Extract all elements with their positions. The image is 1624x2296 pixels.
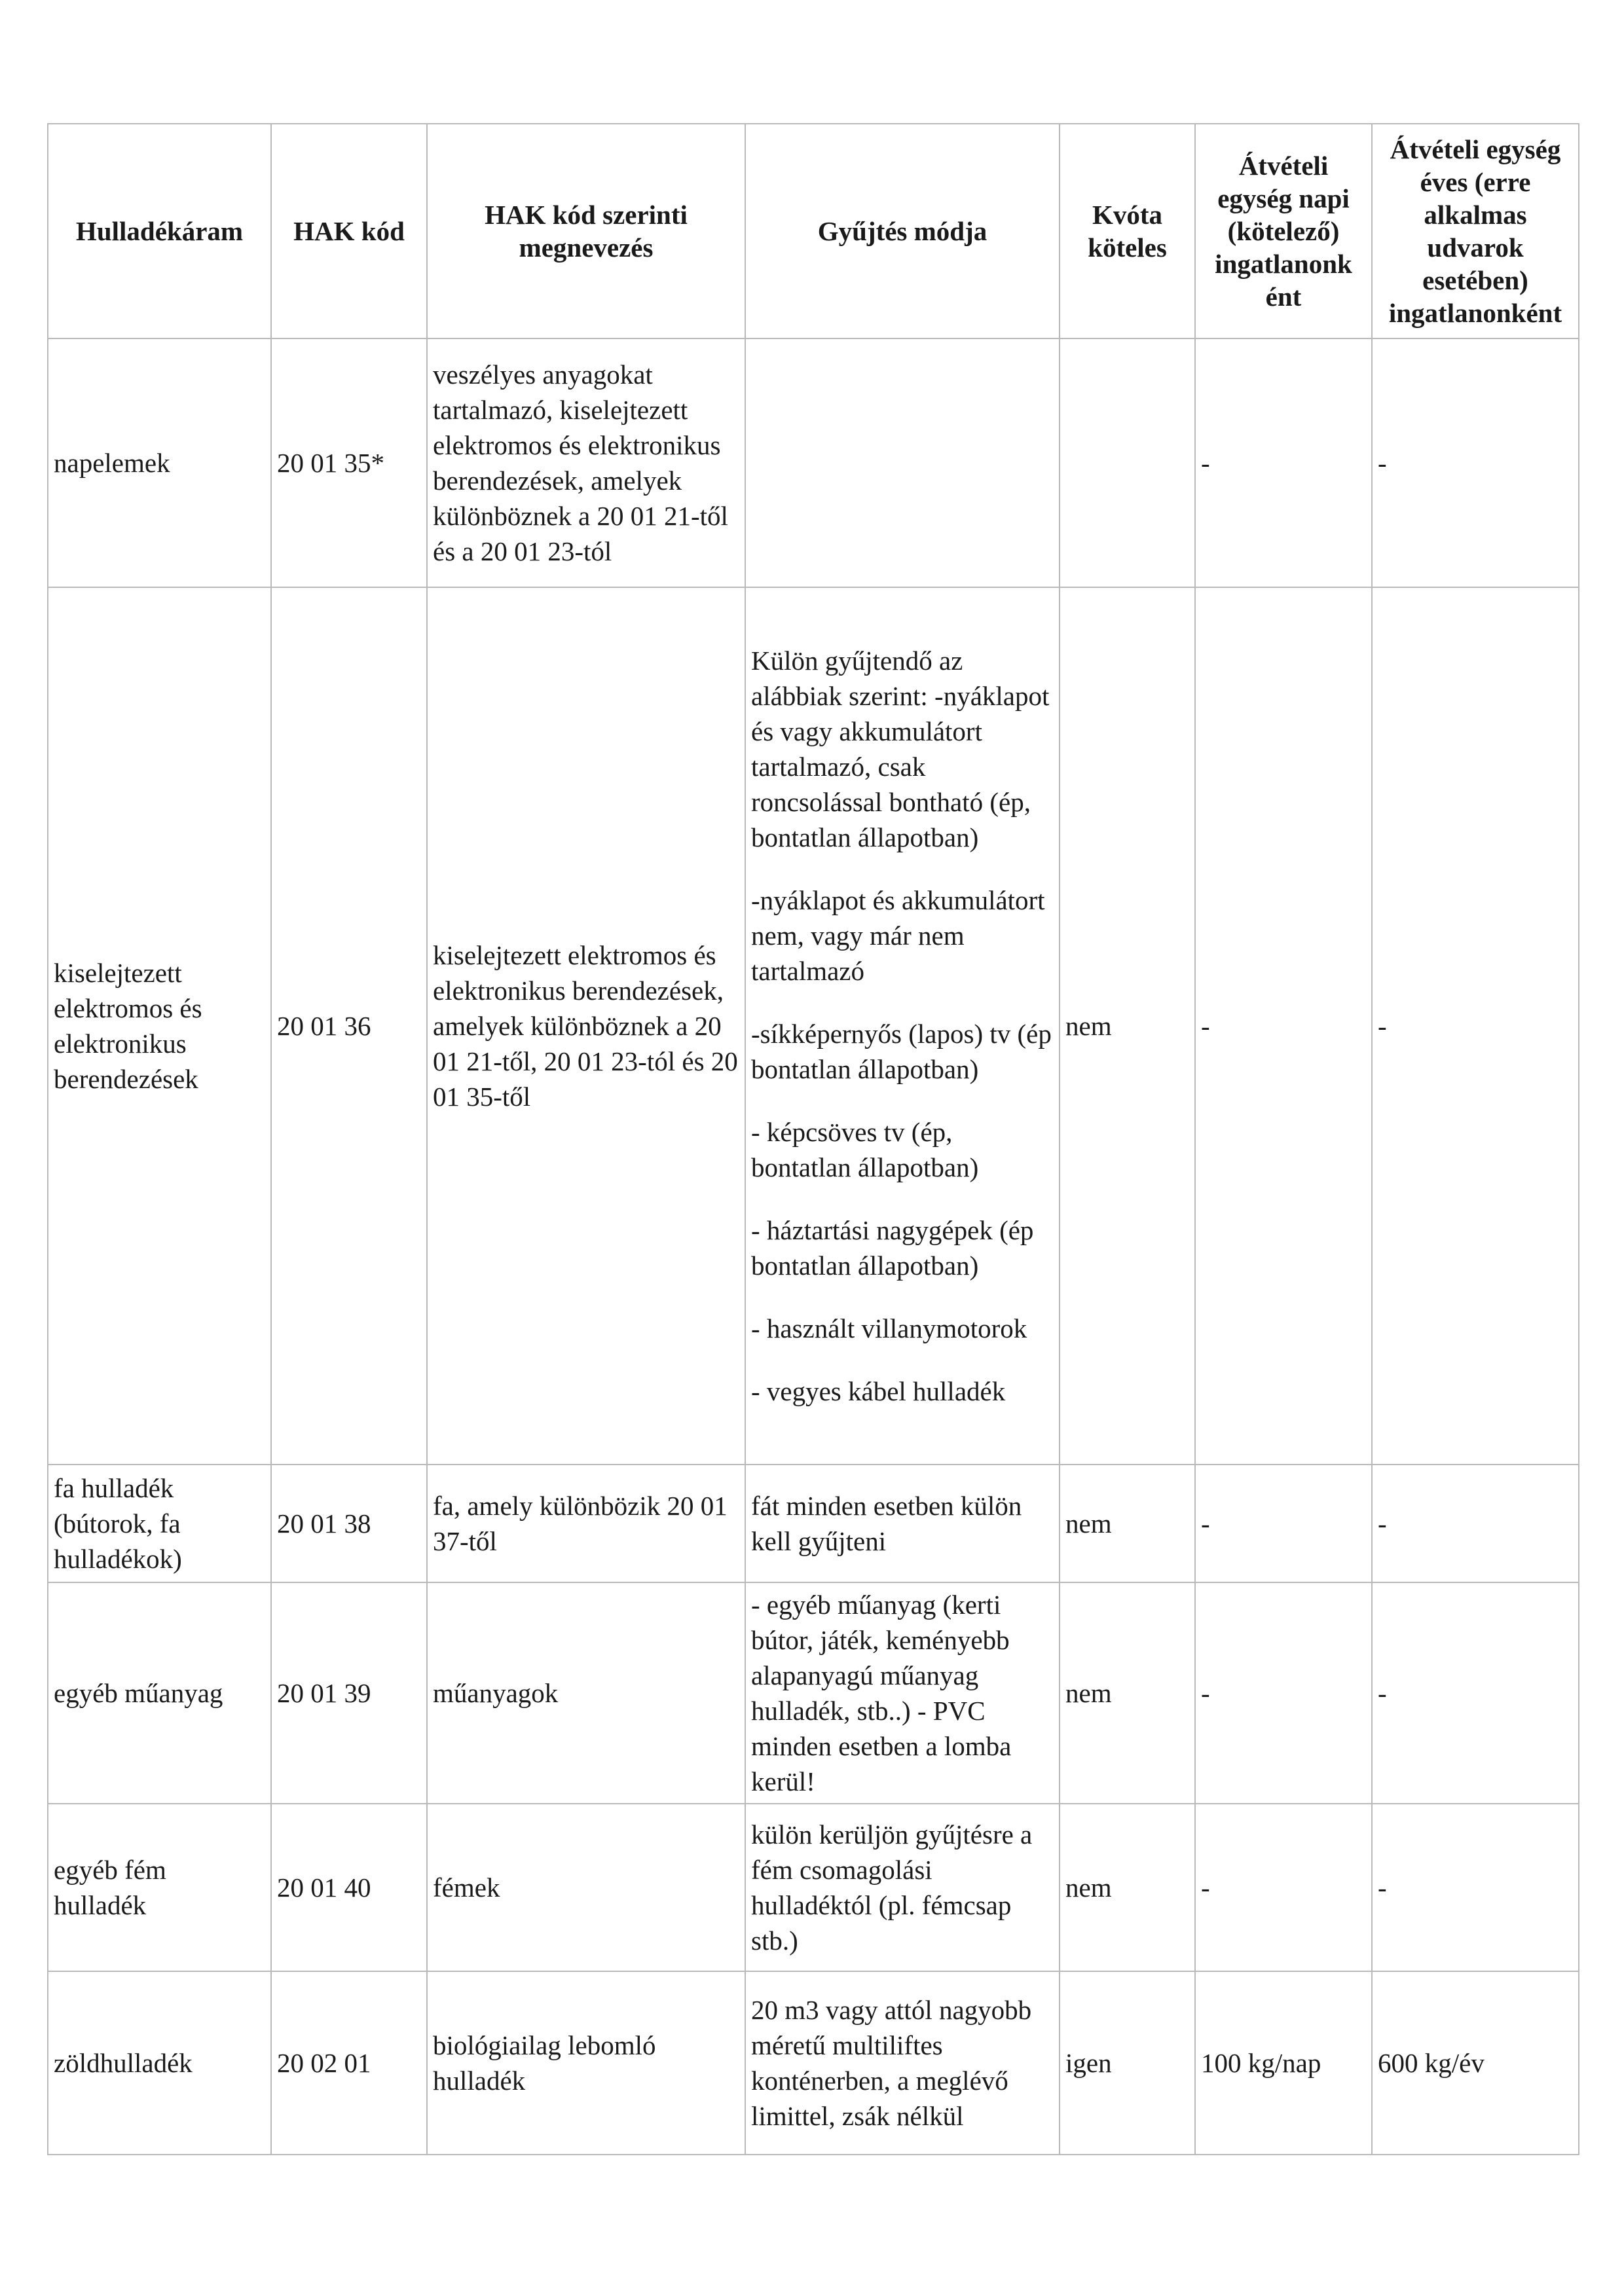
cell-yearly: -: [1372, 1582, 1579, 1804]
cell-stream: napelemek: [48, 338, 271, 587]
table-row: [48, 1971, 1579, 2155]
waste-table: [47, 123, 1579, 2155]
cell-name: műanyagok: [427, 1582, 745, 1804]
table-row: [48, 1804, 1579, 1971]
cell-code: 20 01 35*: [271, 338, 427, 587]
cell-code: 20 02 01: [271, 1971, 427, 2155]
method-item: -nyáklapot és akkumulátort nem, vagy már nem tartalmazó: [751, 885, 1045, 986]
header-hak-code: HAK kód: [271, 124, 427, 338]
cell-stream: kiselejtezett elektromos és elektronikus berendezések: [48, 587, 271, 1465]
cell-yearly: 600 kg/év: [1372, 1971, 1579, 2155]
cell-yearly: -: [1372, 338, 1579, 587]
cell-method: 20 m3 vagy attól nagyobb méretű multiliftes konténerben, a meglévő limittel, zsák nélkül: [745, 1971, 1060, 2155]
cell-daily: -: [1195, 338, 1372, 587]
cell-name: biológiailag lebomló hulladék: [427, 1971, 745, 2155]
method-item: - képcsöves tv (ép, bontatlan állapotban): [751, 1117, 979, 1182]
cell-code: 20 01 36: [271, 587, 427, 1465]
header-row: [48, 124, 1579, 338]
cell-stream: egyéb fém hulladék: [48, 1804, 271, 1971]
cell-method: [745, 587, 1060, 1465]
cell-yearly: -: [1372, 1804, 1579, 1971]
cell-yearly: -: [1372, 1465, 1579, 1582]
cell-stream: zöldhulladék: [48, 1971, 271, 2155]
cell-quota: nem: [1060, 1804, 1195, 1971]
cell-quota: igen: [1060, 1971, 1195, 2155]
cell-name: fa, amely különbözik 20 01 37-től: [427, 1465, 745, 1582]
cell-method: - egyéb műanyag (kerti bútor, játék, keményebb alapanyagú műanyag hulladék, stb..) - PVC minden esetben a lomba kerül!: [745, 1582, 1060, 1804]
cell-method: fát minden esetben külön kell gyűjteni: [745, 1465, 1060, 1582]
method-item: Külön gyűjtendő az alábbiak szerint: -nyáklapot és vagy akkumulátort tartalmazó, csak roncsolással bontható (ép, bontatlan állapotban): [751, 646, 1050, 852]
cell-code: 20 01 39: [271, 1582, 427, 1804]
cell-stream: egyéb műanyag: [48, 1582, 271, 1804]
method-item: -síkképernyős (lapos) tv (ép bontatlan állapotban): [751, 1019, 1052, 1084]
cell-code: 20 01 38: [271, 1465, 427, 1582]
cell-quota: [1060, 338, 1195, 587]
cell-name: kiselejtezett elektromos és elektronikus berendezések, amelyek különböznek a 20 01 21-től, 20 01 23-tól és 20 01 35-től: [427, 587, 745, 1465]
header-daily-unit: Átvételi egység napi (kötelező) ingatlanonk ént: [1195, 124, 1372, 338]
table-row: [48, 338, 1579, 587]
header-yearly-unit: Átvételi egység éves (erre alkalmas udvarok esetében) ingatlanonként: [1372, 124, 1579, 338]
method-item: - vegyes kábel hulladék: [751, 1376, 1006, 1406]
header-waste-stream: Hulladékáram: [48, 124, 271, 338]
header-quota: Kvóta köteles: [1060, 124, 1195, 338]
cell-stream: fa hulladék (bútorok, fa hulladékok): [48, 1465, 271, 1582]
cell-method: külön kerüljön gyűjtésre a fém csomagolási hulladéktól (pl. fémcsap stb.): [745, 1804, 1060, 1971]
cell-quota: nem: [1060, 587, 1195, 1465]
cell-name: veszélyes anyagokat tartalmazó, kiselejtezett elektromos és elektronikus berendezések, amelyek különböznek a 20 01 21-től és a 20 01 23-tól: [427, 338, 745, 587]
cell-daily: -: [1195, 1804, 1372, 1971]
header-collection-method: Gyűjtés módja: [745, 124, 1060, 338]
cell-code: 20 01 40: [271, 1804, 427, 1971]
table-row: [48, 1582, 1579, 1804]
cell-daily: -: [1195, 587, 1372, 1465]
cell-name: fémek: [427, 1804, 745, 1971]
cell-quota: nem: [1060, 1582, 1195, 1804]
cell-method: [745, 338, 1060, 587]
cell-daily: -: [1195, 1465, 1372, 1582]
table-row: [48, 587, 1579, 1465]
header-hak-name: HAK kód szerinti megnevezés: [427, 124, 745, 338]
cell-daily: 100 kg/nap: [1195, 1971, 1372, 2155]
cell-daily: -: [1195, 1582, 1372, 1804]
cell-yearly: -: [1372, 587, 1579, 1465]
method-item: - háztartási nagygépek (ép bontatlan állapotban): [751, 1215, 1034, 1281]
cell-quota: nem: [1060, 1465, 1195, 1582]
table-row: [48, 1465, 1579, 1582]
method-item: - használt villanymotorok: [751, 1313, 1027, 1343]
